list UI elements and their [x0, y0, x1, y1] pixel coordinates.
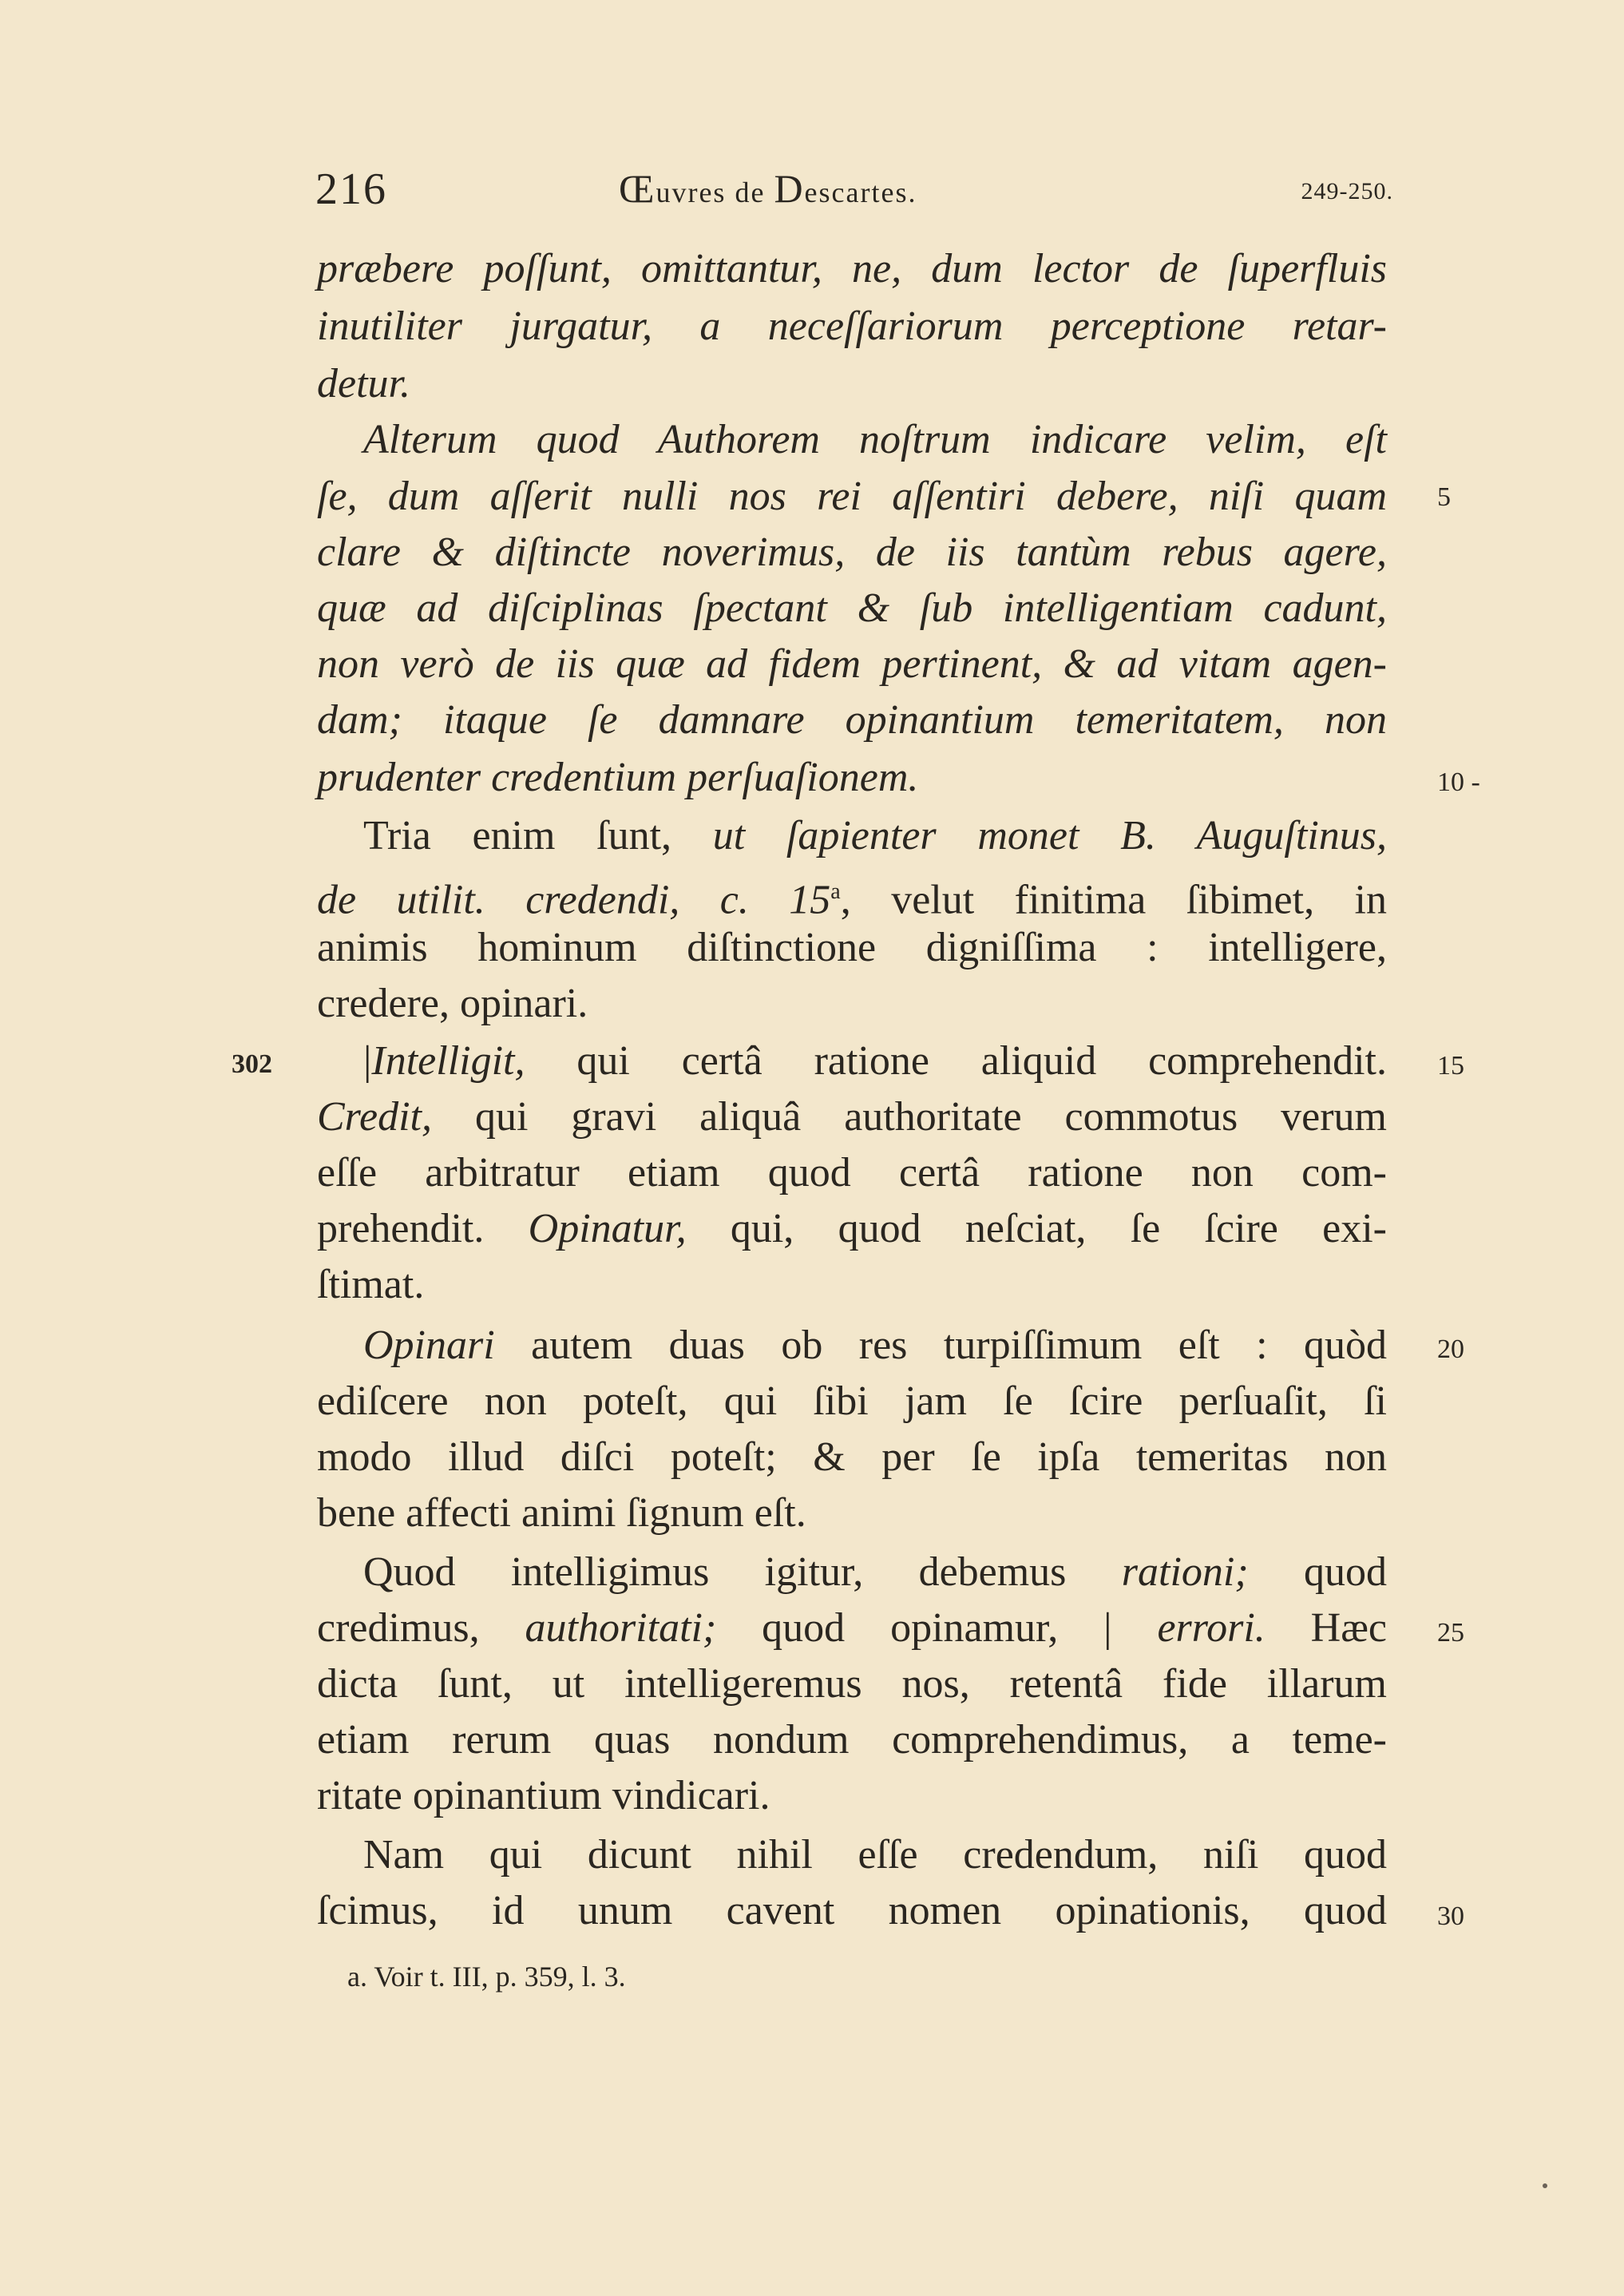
text-line: ſcimus, id unum cavent nomen opinationis, quod [317, 1888, 1387, 1933]
text-line: eſſe arbitratur etiam quod certâ ratione non com- [317, 1150, 1387, 1196]
text-line: prehendit. Opinatur, qui, quod neſciat, ſe ſcire exi- [317, 1206, 1387, 1251]
page-header [315, 164, 1393, 220]
text-line: |Intelligit, qui certâ ratione aliquid comprehendit. [363, 1038, 1387, 1084]
text-line: quæ ad diſciplinas ſpectant & ſub intelligentiam cadunt, [317, 585, 1387, 631]
footnote: a. Voir t. III, p. 359, l. 3. [347, 1961, 626, 1993]
page-number: 216 [315, 165, 387, 214]
text-line: credimus, authoritati; quod opinamur, | errori. Hæc [317, 1605, 1387, 1651]
text-line: ſe, dum aſſerit nulli nos rei aſſentiri debere, niſi quam [317, 474, 1387, 519]
text-line: Opinari autem duas ob res turpiſſimum eſt : quòd [363, 1322, 1387, 1368]
text-line: detur. [317, 361, 410, 406]
line-number: 30 [1437, 1901, 1464, 1931]
text-line: prudenter credentium perſuaſionem. [317, 755, 919, 800]
text-line: dicta ſunt, ut intelligeremus nos, retentâ fide illarum [317, 1661, 1387, 1707]
paper-speck [1543, 2183, 1547, 2188]
text-line: Quod intelligimus igitur, debemus rationi; quod [363, 1549, 1388, 1595]
text-line: præbere poſſunt, omittantur, ne, dum lector de ſuperfluis [317, 246, 1387, 291]
text-line: inutiliter jurgatur, a neceſſariorum perceptione retar- [317, 303, 1387, 349]
text-line: animis hominum diſtinctione digniſſima : intelligere, [317, 925, 1387, 970]
page-range: 249-250. [1301, 178, 1393, 204]
original-page-marker: 302 [232, 1049, 272, 1079]
line-number: 15 [1437, 1051, 1464, 1081]
text-line: bene affecti animi ſignum eſt. [317, 1490, 806, 1536]
line-number: 20 [1437, 1334, 1464, 1364]
line-number: 5 [1437, 482, 1451, 512]
text-line: Tria enim ſunt, ut ſapienter monet B. Auguſtinus, [363, 813, 1388, 859]
text-line: credere, opinari. [317, 981, 588, 1026]
text-line: Nam qui dicunt nihil eſſe credendum, niſi quod [363, 1832, 1387, 1878]
line-number: 10 - [1437, 767, 1480, 797]
text-line: etiam rerum quas nondum comprehendimus, a teme- [317, 1717, 1387, 1763]
text-line: ritate opinantium vindicari. [317, 1773, 770, 1818]
text-line: non verò de iis quæ ad fidem pertinent, & ad vitam agen- [317, 641, 1387, 687]
line-number: 25 [1437, 1618, 1464, 1648]
text-line: ſtimat. [317, 1262, 425, 1307]
text-line: de utilit. credendi, c. 15$^a$, velut finitima ſibimet, in [317, 877, 1388, 923]
text-line: dam; itaque ſe damnare opinantium temeritatem, non [317, 697, 1387, 743]
text-line: Alterum quod Authorem noſtrum indicare velim, eſt [363, 417, 1387, 462]
text-line: ediſcere non poteſt, qui ſibi jam ſe ſcire perſuaſit, ſi [317, 1378, 1387, 1424]
text-line: modo illud diſci poteſt; & per ſe ipſa temeritas non [317, 1434, 1387, 1480]
running-title: Œuvres de Descartes. [619, 166, 917, 211]
text-line: Credit, qui gravi aliquâ authoritate commotus verum [317, 1094, 1387, 1140]
text-line: clare & diſtincte noverimus, de iis tantùm rebus agere, [317, 529, 1387, 575]
